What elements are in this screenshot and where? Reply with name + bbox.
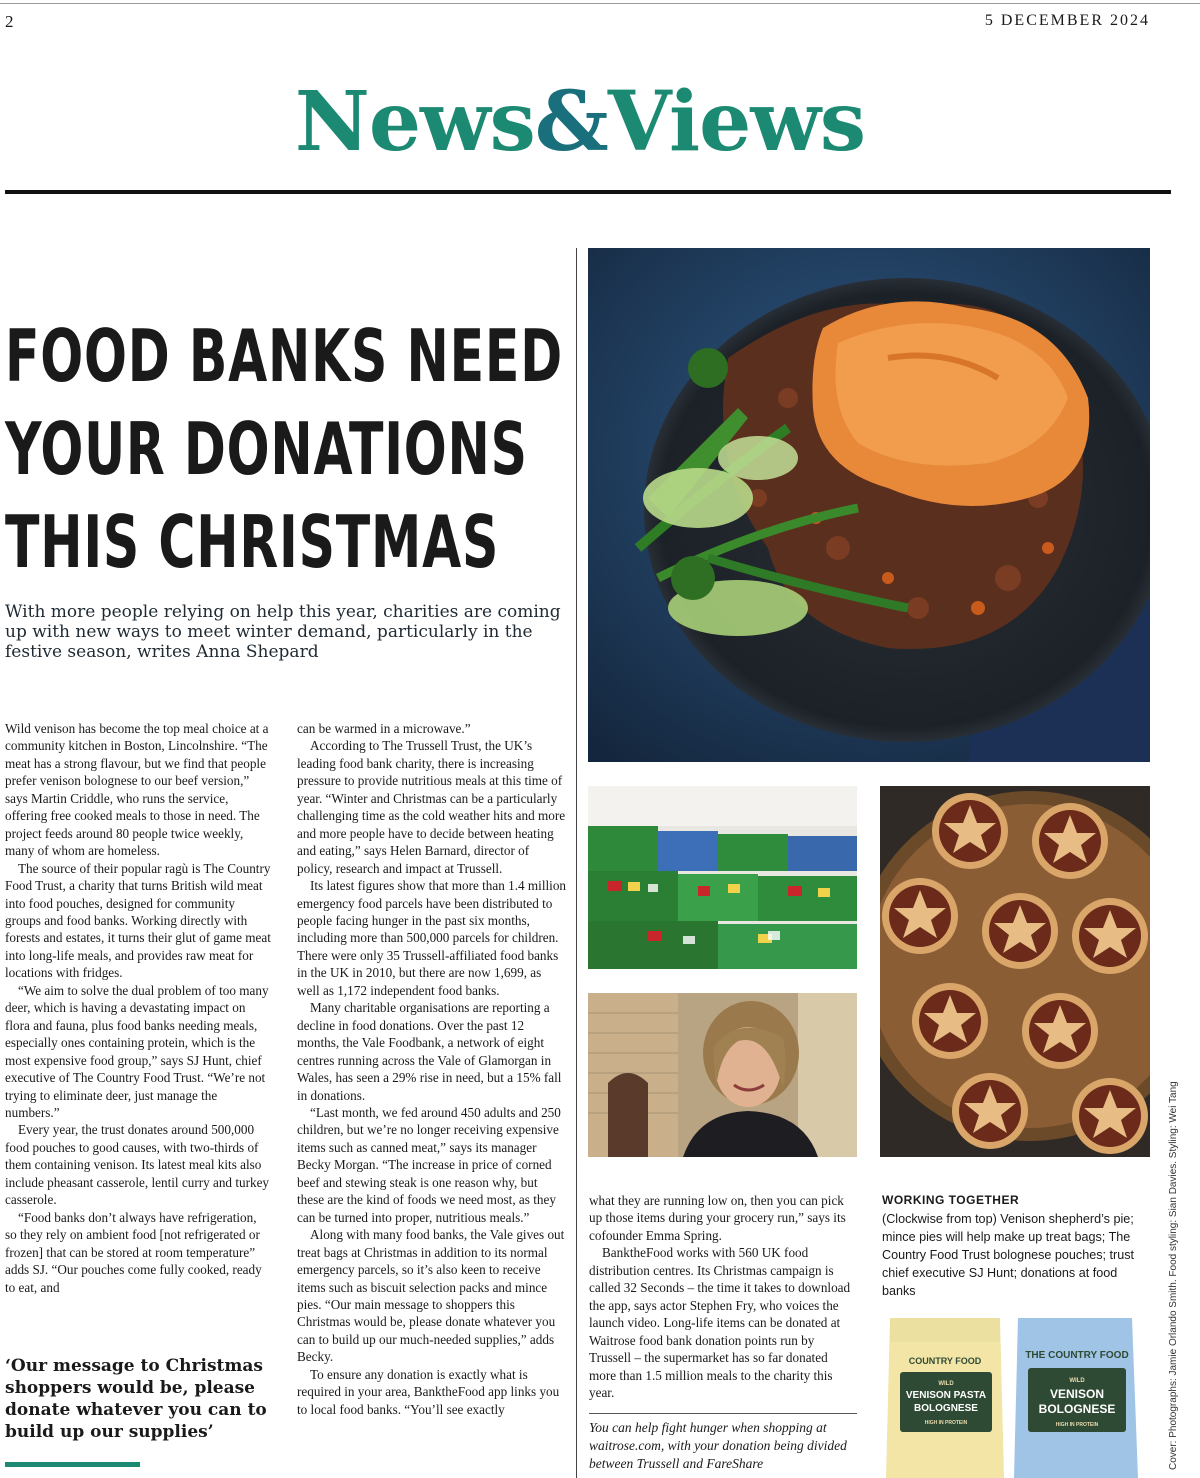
- paragraph: Many charitable organisations are reporting a decline in food donations. Over the past 12 months, the Vale Foodbank, a network of eight centres running across the Vale of Glamorgan in Wales, has seen a 29% rise in need, but a 15% fall in donations.: [297, 1000, 562, 1103]
- pouch-left-brand: COUNTRY FOOD: [908, 1356, 982, 1366]
- paragraph: what they are running low on, then you can pick up those items during your grocery run,” says its cofounder Emma Spring.: [589, 1193, 846, 1243]
- pull-quote-bar: [5, 1462, 140, 1467]
- donation-note: You can help fight hunger when shopping at waitrose.com, with your donation being divided between Trussell and FareShare: [589, 1420, 847, 1471]
- pouches-illustration: [882, 1312, 1150, 1478]
- paragraph: “We aim to solve the dual problem of too many deer, which is having a devastating impact on flora and fauna, plus food banks needing meals, especially ones containing protein, which is the most expensive food group,” says SJ Hunt, chief executive of The Country Food Trust. “We’re not trying to eliminate deer, just manage the numbers.”: [5, 982, 269, 1120]
- masthead-ampersand: &: [534, 74, 608, 170]
- masthead-rule: [5, 190, 1171, 194]
- section-masthead: [0, 74, 1160, 170]
- paragraph: To ensure any donation is exactly what is required in your area, BanktheFood app links you to local food banks. “You’ll see exactly: [297, 1366, 560, 1417]
- pouch-left-kind: WILD: [938, 1381, 954, 1387]
- headline-line: FOOD BANKS NEED: [5, 314, 563, 398]
- paragraph: Every year, the trust donates around 500,000 food pouches to good causes, with two-thirds of them containing venison. Its latest meal kits also include pheasant casserole, lentil curry and turkey casserole.: [5, 1122, 270, 1208]
- bolognese-pouches-photo: [882, 1312, 1150, 1478]
- pouch-right-brand: THE COUNTRY FOOD: [1025, 1350, 1129, 1361]
- masthead-news: News: [294, 74, 535, 170]
- top-rule: [0, 3, 1200, 4]
- food-bank-donations-photo: [588, 786, 857, 969]
- caption-title: WORKING TOGETHER: [882, 1193, 1020, 1207]
- note-rule: [589, 1413, 857, 1414]
- shepherds-pie-photo: [588, 248, 1150, 762]
- paragraph: Along with many food banks, the Vale gives out treat bags at Christmas in addition to its normal emergency parcels, so it’s also keen to receive items such as biscuit selection packs and mince pies. “Our main message to shoppers this Christmas would be, please donate whatever you can to build up our much-needed supplies,” adds Becky.: [297, 1227, 565, 1365]
- paragraph: Wild venison has become the top meal choice at a community kitchen in Boston, Lincolnshire. “The meat has a strong flavour, but we find that people prefer venison bolognese to our beef version,” says Martin Criddle, who runs the service, offering free cooked meals to those in need. The project feeds around 80 people twice weekly, many of whom are homeless.: [5, 721, 269, 859]
- paragraph: According to The Trussell Trust, the UK’s leading food bank charity, there is increasing pressure to provide nutritious meals at this time of year. “Winter and Christmas can be a particularly challenging time as the cold weather hits and more and more people have to decide between heating and eating,” says Helen Barnard, director of policy, research and impact at Trussell.: [297, 738, 566, 876]
- pouch-right-sub: HIGH IN PROTEIN: [1055, 1422, 1099, 1428]
- paragraph: “Food banks don’t always have refrigeration, so they rely on ambient food [not refrigerated or frozen] that can be stored at room temperature” adds SJ. “Our pouches come fully cooked, ready to eat, and: [5, 1209, 262, 1295]
- sj-hunt-portrait-photo: [588, 993, 857, 1157]
- article-headline: [5, 310, 563, 589]
- masthead-views: Views: [607, 74, 866, 170]
- photo-credit: Cover: Photographs: Jamie Orlando Smith. Food styling: Sian Davies. Styling: Wei Tang: [1168, 1081, 1179, 1470]
- pouch-right-kind: WILD: [1069, 1378, 1085, 1384]
- pouch-left-sub: HIGH IN PROTEIN: [924, 1420, 968, 1426]
- body-column-1: [5, 720, 271, 1296]
- standfirst: With more people relying on help this year, charities are coming up with new ways to meet winter demand, particularly in the festive season, writes Anna Shepard: [5, 602, 561, 662]
- paragraph: Its latest figures show that more than 1.4 million emergency food parcels have been distributed to people facing hunger in the past six months, including more than 500,000 parcels for children. There were only 35 Trussell-affiliated food banks in the UK in 2010, but there are now 1,699, as well as 1,172 independent food banks.: [297, 878, 567, 998]
- pouch-right-name2: BOLOGNESE: [1038, 1402, 1116, 1416]
- column-divider: [576, 248, 577, 1478]
- page-number: 2: [5, 12, 14, 31]
- paragraph: The source of their popular ragù is The Country Food Trust, a charity that turns British wild meat into food pouches, designed for community groups and food banks. Working directly with forests and estates, it turns their glut of game meat into long-life meals, and provides raw meat for locations with fridges.: [5, 860, 271, 981]
- pouch-left-name1: VENISON PASTA: [905, 1390, 987, 1401]
- pouch-right-name1: VENISON: [1049, 1387, 1105, 1401]
- pull-quote: ‘Our message to Christmas shoppers would be, please donate whatever you can to build up our supplies’: [5, 1356, 267, 1442]
- paragraph: can be warmed in a microwave.”: [297, 721, 471, 736]
- body-column-3: [589, 1192, 857, 1401]
- paragraph: BanktheFood works with 560 UK food distribution centres. Its Christmas campaign is called 32 Seconds – the time it takes to download the app, says actor Stephen Fry, who voices the launch video. Long-life items can be donated at Waitrose food bank donation points run by Trussell – the supermarket has so far donated more than 1.5 million meals to the charity this year.: [589, 1245, 851, 1400]
- headline-line: THIS CHRISTMAS: [5, 500, 500, 584]
- mince-pies-photo: [880, 786, 1150, 1157]
- caption-body: (Clockwise from top) Venison shepherd’s pie; mince pies will help make up treat bags; The Country Food Trust bolognese pouches; trust chief executive SJ Hunt; donations at food banks: [882, 1212, 1135, 1298]
- paragraph: “Last month, we fed around 450 adults and 250 children, but we’re no longer receiving expensive items such as canned meat,” says its manager Becky Morgan. “The increase in price of corned beef and stewing steak is one reason why, but these are the kind of foods we need most, as they can be turned into proper, nutritious meals.”: [297, 1104, 561, 1225]
- body-column-2: [297, 720, 567, 1418]
- issue-date: 5 DECEMBER 2024: [984, 12, 1150, 29]
- pouch-left-name2: BOLOGNESE: [914, 1403, 978, 1414]
- headline-line: YOUR DONATIONS: [5, 407, 528, 491]
